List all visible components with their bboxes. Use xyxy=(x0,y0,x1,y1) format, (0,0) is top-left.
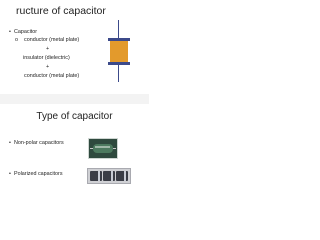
bullet-marker: • xyxy=(9,29,11,35)
capacitor-lead-bottom xyxy=(118,65,119,82)
slide-title: ructure of capacitor xyxy=(16,5,106,17)
capacitor-dielectric xyxy=(110,41,128,62)
bullet-nonpolar: Non-polar capacitors xyxy=(14,140,64,146)
nonpolar-capacitor-photo xyxy=(88,138,118,159)
polarized-capacitor-photo xyxy=(87,168,131,184)
slide-structure xyxy=(0,0,149,94)
capacitor-plate-bottom xyxy=(108,62,130,65)
capacitor-lead-top xyxy=(118,20,119,38)
bullet-capacitor: Capacitor xyxy=(14,29,38,35)
plus-sign-2: + xyxy=(46,64,50,70)
plus-sign-1: + xyxy=(46,46,50,52)
bullet-marker: • xyxy=(9,140,11,146)
sub-bullet-marker: o xyxy=(15,37,18,43)
bullet-marker: • xyxy=(9,171,11,177)
slide-title: Type of capacitor xyxy=(36,111,113,122)
bullet-polarized: Polarized capacitors xyxy=(14,171,63,177)
item-conductor-bottom: conductor (metal plate) xyxy=(24,73,80,79)
slide-separator xyxy=(0,94,149,104)
item-conductor-top: conductor (metal plate) xyxy=(24,37,80,43)
item-insulator: insulator (dielectric) xyxy=(23,55,70,61)
